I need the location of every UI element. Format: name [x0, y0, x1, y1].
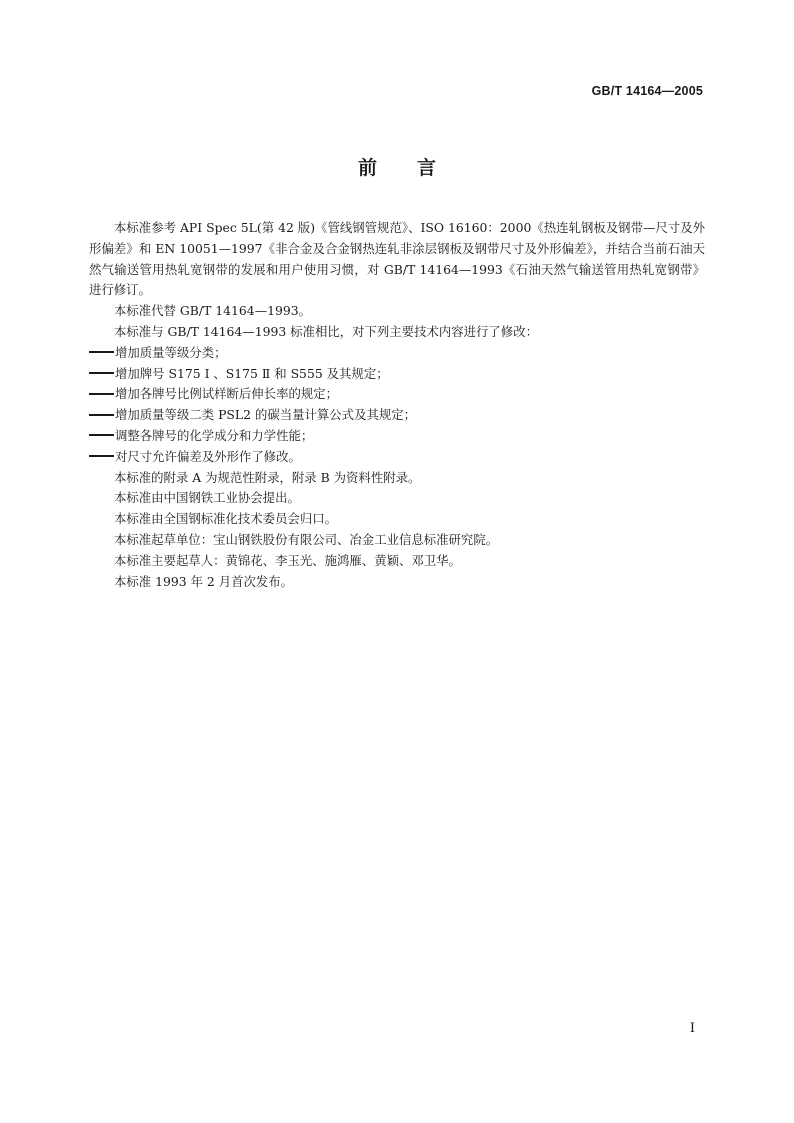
change-item-text: 增加质量等级二类 PSL2 的碳当量计算公式及其规定； — [115, 407, 417, 423]
paragraph-drafters: 本标准主要起草人：黄锦花、李玉光、施鸿雁、黄颖、邓卫华。 — [114, 552, 461, 568]
change-item — [89, 384, 705, 405]
change-item-text: 增加牌号 S175 Ⅰ 、S175 Ⅱ 和 S555 及其规定； — [115, 365, 389, 381]
dash-mark — [89, 414, 114, 416]
change-item — [89, 364, 705, 385]
paragraph-managed-by: 本标准由全国钢标准化技术委员会归口。 — [114, 511, 338, 527]
change-item-text: 对尺寸允许偏差及外形作了修改。 — [115, 448, 301, 464]
page-number: I — [689, 1021, 695, 1036]
paragraph-proposed-by: 本标准由中国钢铁工业协会提出。 — [114, 490, 300, 506]
change-item-text: 调整各牌号的化学成分和力学性能； — [115, 427, 314, 443]
change-item — [89, 343, 705, 364]
paragraph-drafting-units: 本标准起草单位：宝山钢铁股份有限公司、冶金工业信息标准研究院。 — [114, 531, 499, 547]
change-item — [89, 405, 705, 426]
dash-mark — [89, 393, 114, 395]
paragraph-reference-standards: 本标准参考 API Spec 5L(第 42 版)《管线钢管规范》、ISO 16160：2000《热连轧钢板及钢带—尺寸及外形偏差》和 EN 10051—1997《非合金及合金钢热连轧非涂层钢板及钢带尺寸及外形偏差》，并结合当前石油天然气输送管用热轧宽钢带的发展和用户使用习惯，对 GB/T 14164—1993《石油天然气输送管用热轧宽钢带》进行修订。 — [89, 220, 705, 298]
change-item — [89, 447, 705, 468]
change-item-text: 增加各牌号比例试样断后伸长率的规定； — [115, 386, 339, 402]
change-item — [89, 426, 705, 447]
paragraph-first-release: 本标准 1993 年 2 月首次发布。 — [114, 573, 294, 589]
standard-number: GB/T 14164—2005 — [591, 84, 703, 98]
dash-mark — [89, 455, 114, 457]
document-body — [89, 218, 705, 592]
paragraph-annex: 本标准的附录 A 为规范性附录，附录 B 为资料性附录。 — [114, 469, 421, 485]
dash-mark — [89, 351, 114, 353]
change-item-text: 增加质量等级分类； — [115, 344, 227, 360]
dash-mark — [89, 434, 114, 436]
paragraph-changes-intro: 本标准与 GB/T 14164—1993 标准相比，对下列主要技术内容进行了修改： — [114, 323, 538, 339]
dash-mark — [89, 372, 114, 374]
paragraph-replaces: 本标准代替 GB/T 14164—1993。 — [114, 303, 312, 319]
page-title: 前言 — [357, 157, 476, 179]
